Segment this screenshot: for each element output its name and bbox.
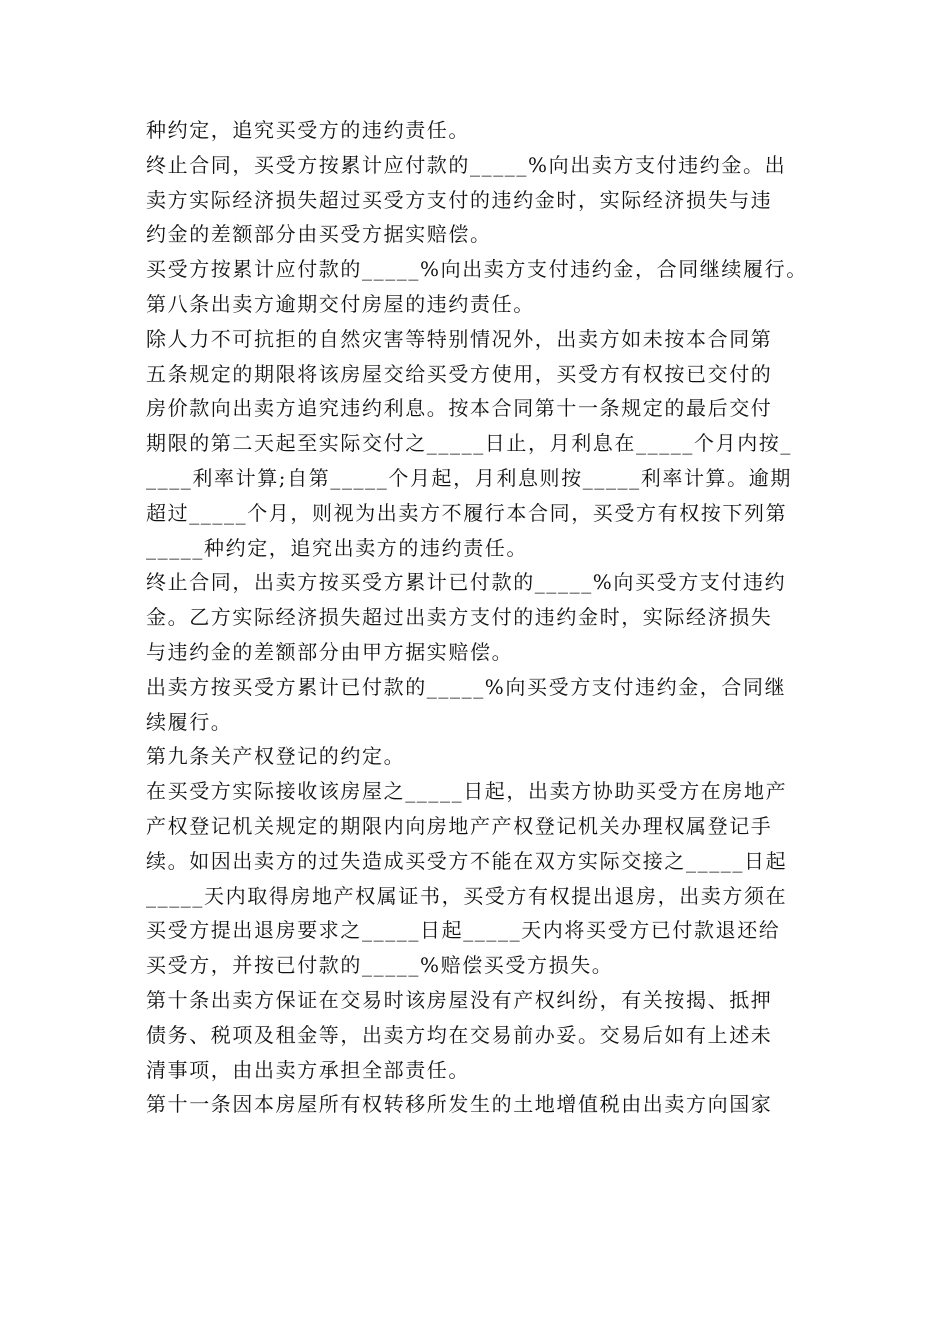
section-heading-article-8: 第八条出卖方逾期交付房屋的违约责任。 — [146, 291, 535, 316]
text-line: 超过_____个月，则视为出卖方不履行本合同，买受方有权按下列第 — [146, 500, 788, 525]
text-line: ____利率计算;自第_____个月起，月利息则按_____利率计算。逾期 — [146, 465, 792, 490]
text-line: 房价款向出卖方追究违约利息。按本合同第十一条规定的最后交付 — [146, 396, 773, 421]
text-line: 在买受方实际接收该房屋之_____日起，出卖方协助买受方在房地产 — [146, 779, 788, 804]
text-line: 产权登记机关规定的期限内向房地产产权登记机关办理权属登记手 — [146, 813, 773, 838]
text-line: 卖方实际经济损失超过买受方支付的违约金时，实际经济损失与违 — [146, 187, 773, 212]
text-line: 续。如因出卖方的过失造成买受方不能在双方实际交接之_____日起 — [146, 848, 788, 873]
text-line: 期限的第二天起至实际交付之_____日止，月利息在_____个月内按_ — [146, 431, 792, 456]
text-line: 买受方按累计应付款的_____%向出卖方支付违约金，合同继续履行。 — [146, 257, 808, 282]
text-line: 终止合同，出卖方按买受方累计已付款的_____%向买受方支付违约 — [146, 570, 787, 595]
text-line: 续履行。 — [146, 709, 233, 734]
text-line: 除人力不可抗拒的自然灾害等特别情况外，出卖方如未按本合同第 — [146, 326, 773, 351]
section-heading-article-11: 第十一条因本房屋所有权转移所发生的土地增值税由出卖方向国家 — [146, 1092, 773, 1117]
text-line: 金。乙方实际经济损失超过出卖方支付的违约金时，实际经济损失 — [146, 605, 773, 630]
contract-text — [146, 113, 810, 1122]
text-line: 出卖方按买受方累计已付款的_____%向买受方支付违约金，合同继 — [146, 674, 787, 699]
text-line: 种约定，追究买受方的违约责任。 — [146, 118, 470, 142]
text-line: 五条规定的期限将该房屋交给买受方使用，买受方有权按已交付的 — [146, 361, 773, 386]
section-heading-article-9: 第九条关产权登记的约定。 — [146, 744, 406, 769]
text-line: 债务、税项及租金等，出卖方均在交易前办妥。交易后如有上述未 — [146, 1022, 773, 1047]
text-line: 终止合同，买受方按累计应付款的_____%向出卖方支付违约金。出 — [146, 152, 787, 177]
text-line: 买受方提出退房要求之_____日起_____天内将买受方已付款退还给 — [146, 918, 781, 943]
text-line: _____种约定，追究出卖方的违约责任。 — [146, 535, 528, 560]
text-line: 约金的差额部分由买受方据实赔偿。 — [146, 222, 492, 247]
text-line: 买受方，并按已付款的_____%赔偿买受方损失。 — [146, 953, 614, 978]
text-line: 与违约金的差额部分由甲方据实赔偿。 — [146, 639, 514, 664]
text-line: _____天内取得房地产权属证书，买受方有权提出退房，出卖方须在 — [146, 883, 788, 908]
text-line: 清事项，由出卖方承担全部责任。 — [146, 1057, 470, 1082]
section-heading-article-10: 第十条出卖方保证在交易时该房屋没有产权纠纷，有关按揭、抵押 — [146, 987, 773, 1012]
